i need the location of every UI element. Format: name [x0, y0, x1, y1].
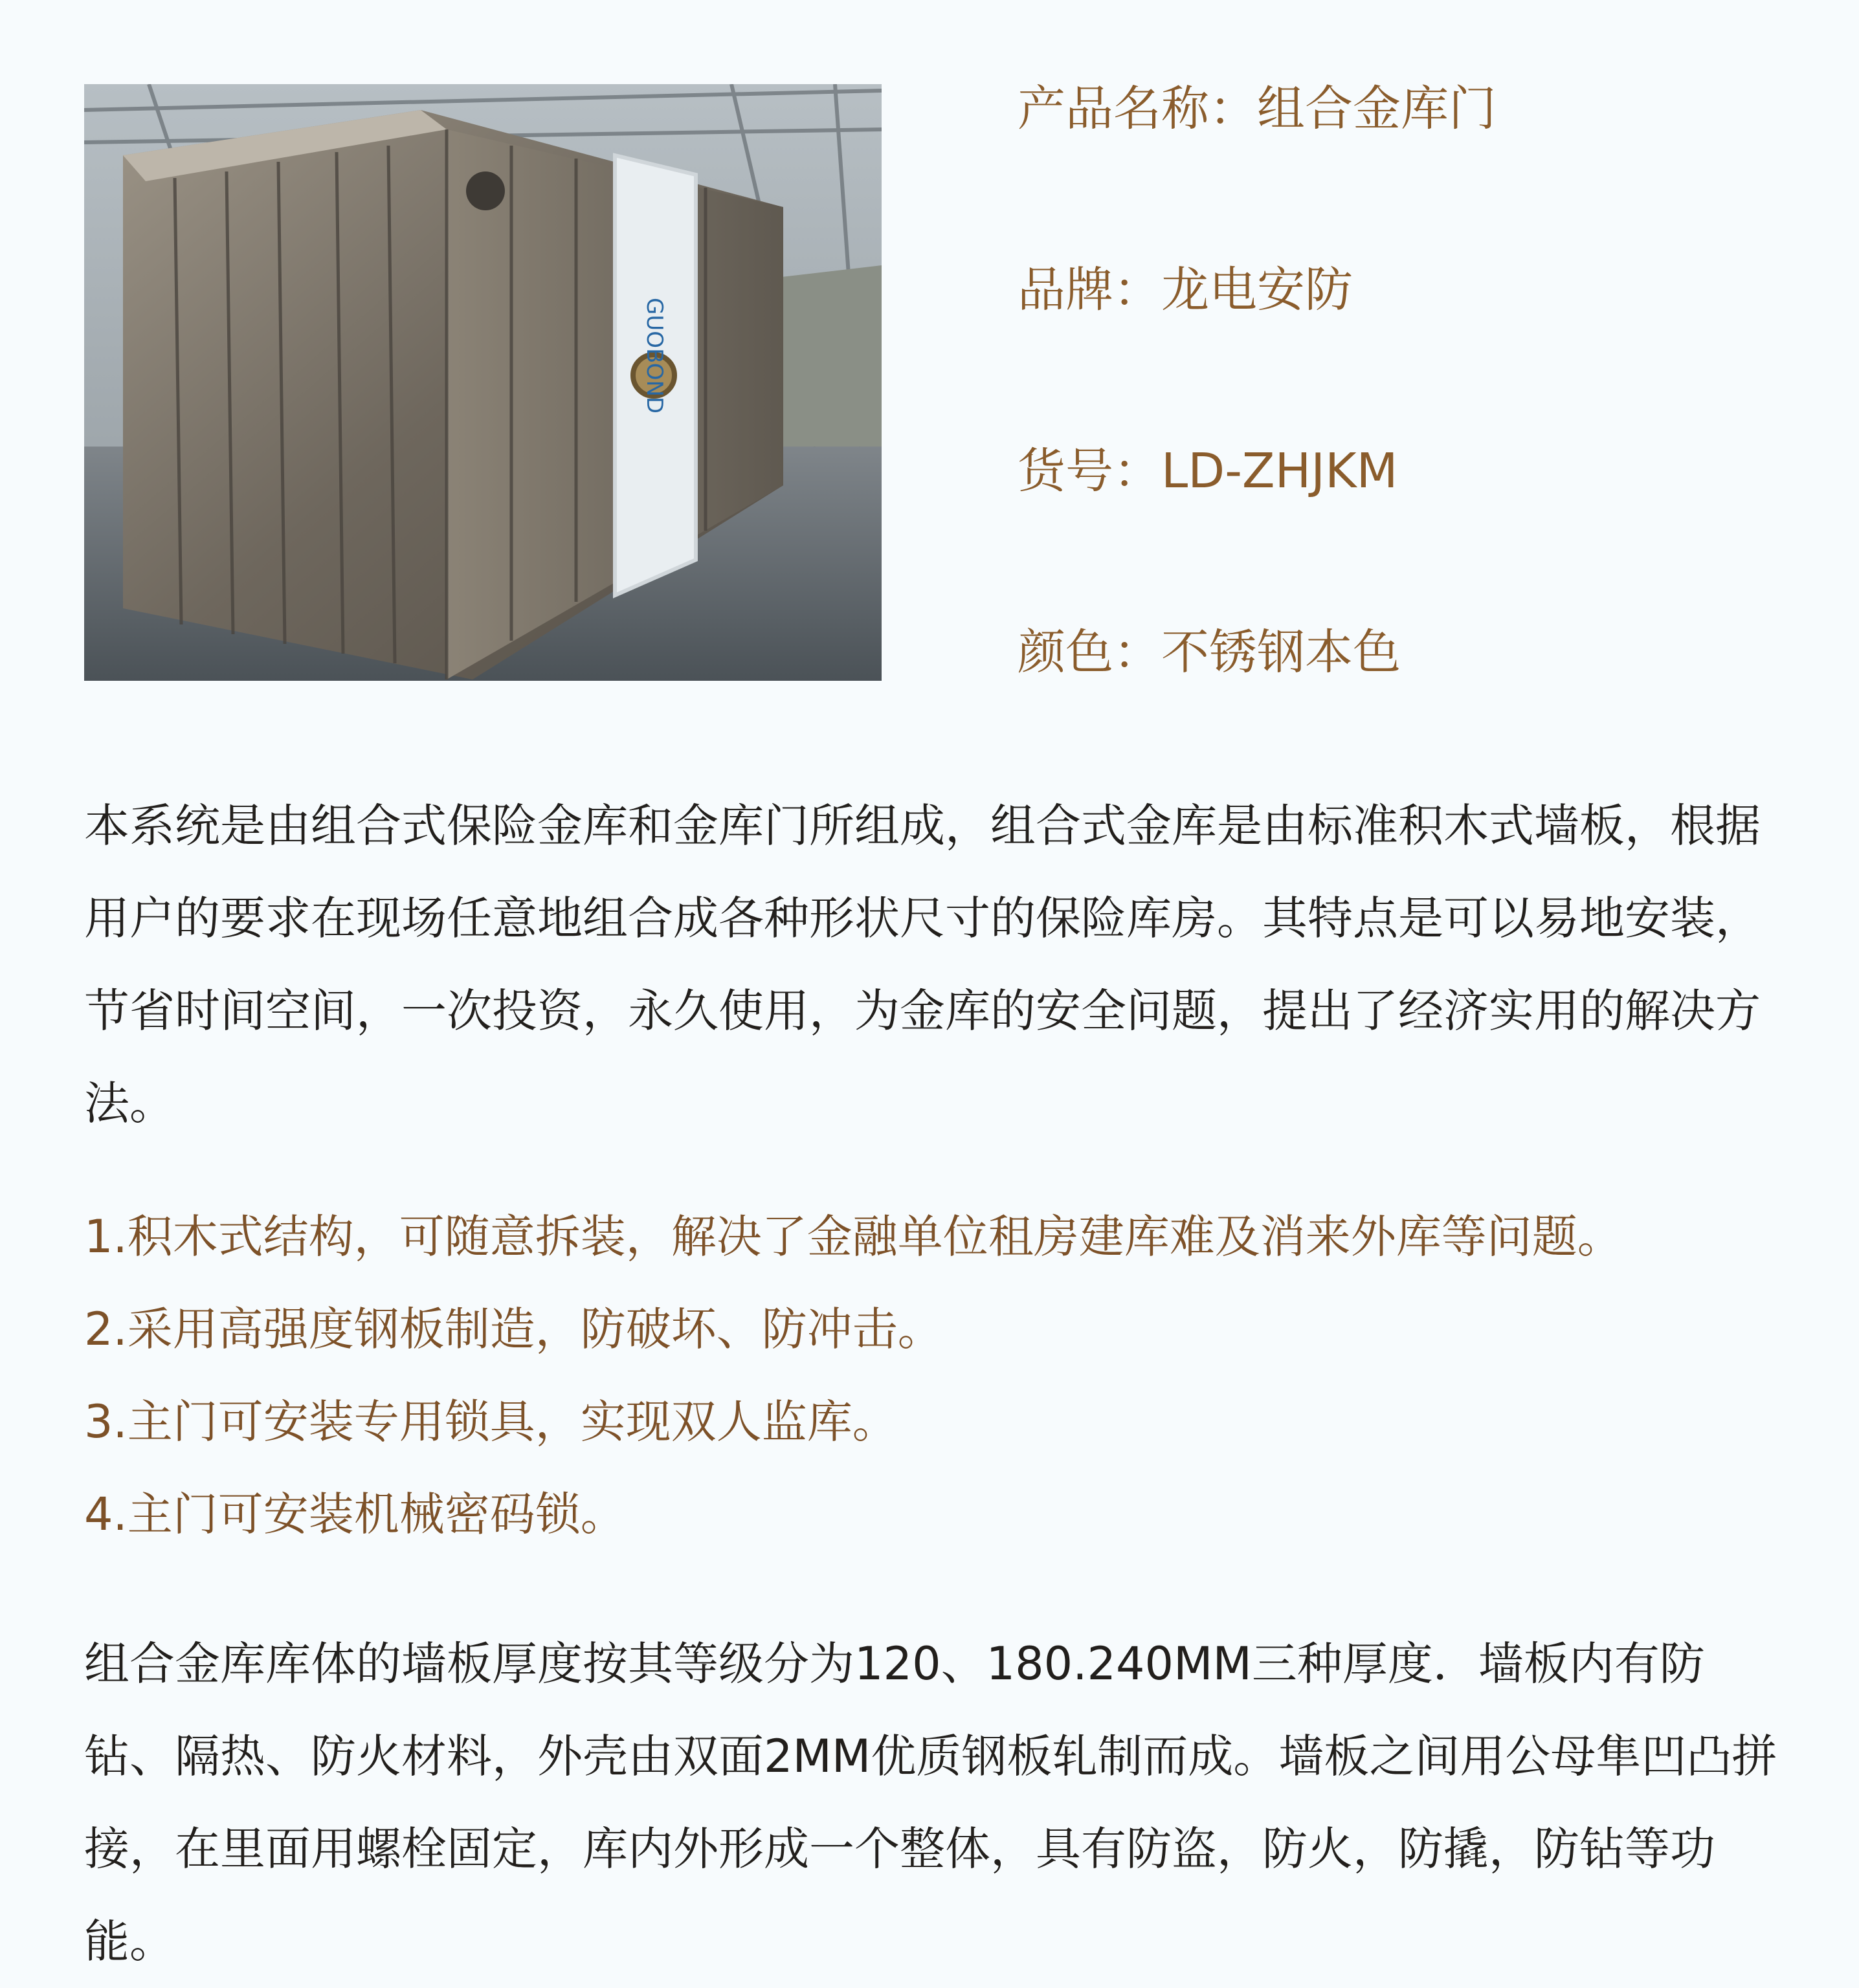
feature-list: [84, 1191, 1832, 1561]
vault-photo-illustration: [84, 84, 882, 681]
product-specs: [1018, 76, 1794, 711]
item-number-label: 货号：: [1018, 443, 1161, 499]
product-name-value: 组合金库门: [1257, 81, 1497, 137]
feature-item: 4.主门可安装机械密码锁。: [84, 1488, 626, 1541]
color-label: 颜色：: [1018, 624, 1161, 680]
system-description: 本系统是由组合式保险金库和金库门所组成，组合式金库是由标准积木式墙板，根据用户的要求在现场任意地组合成各种形状尺寸的保险库房。其特点是可以易地安装，节省时间空间，一次投资，永久使用，为金库的安全问题，提出了经济实用的解决方法。: [84, 799, 1761, 1130]
brand-line: [1018, 258, 1794, 348]
product-name-label: 产品名称：: [1018, 81, 1257, 137]
brand-label: 品牌：: [1018, 262, 1161, 318]
brand-value: 龙电安防: [1161, 262, 1353, 318]
feature-item: 1.积木式结构，可随意拆装，解决了金融单位租房建库难及消来外库等问题。: [84, 1210, 1623, 1263]
product-name-line: [1018, 76, 1794, 167]
feature-item: 3.主门可安装专用锁具，实现双人监库。: [84, 1395, 898, 1448]
item-number-value: LD-ZHJKM: [1161, 443, 1398, 499]
door-brand-text: GUOBOND: [641, 298, 667, 414]
product-photo: [84, 84, 882, 681]
item-number-line: [1018, 439, 1794, 529]
wall-description: 组合金库库体的墙板厚度按其等级分为120、180.240MM三种厚度．墙板内有防钻、隔热、防火材料，外壳由双面2MM优质钢板轧制而成。墙板之间用公母隼凹凸拼接，在里面用螺栓固定，库内外形成一个整体，具有防盗，防火，防撬，防钻等功能。: [84, 1637, 1777, 1968]
color-value: 不锈钢本色: [1161, 624, 1401, 680]
feature-item: 2.采用高强度钢板制造，防破坏、防冲击。: [84, 1303, 943, 1356]
color-line: [1018, 620, 1794, 711]
